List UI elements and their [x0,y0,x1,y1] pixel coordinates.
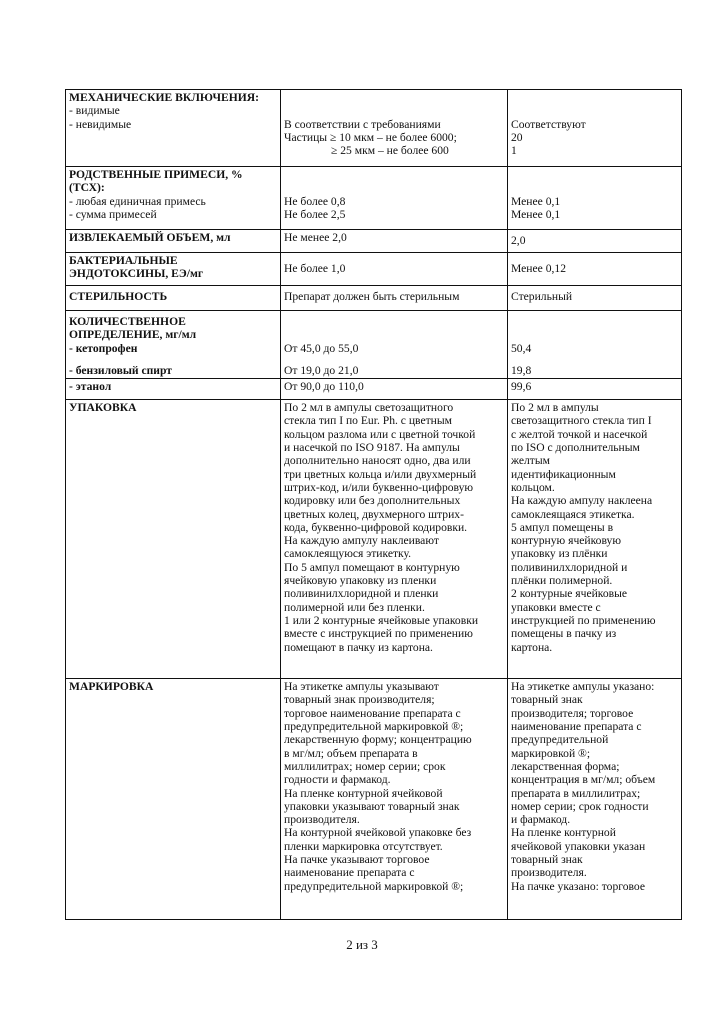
result-cell [508,230,682,253]
norm-cell [281,679,508,920]
norm-line: наименование препарата с [284,866,415,880]
norm-line: пленки маркировка отсутствует. [284,839,443,853]
norm-cell [281,90,508,167]
result-line: Менее 0,1 [511,194,561,208]
norm-line: миллилитрах; номер серии; срок [284,759,446,773]
param-title: МЕХАНИЧЕСКИЕ ВКЛЮЧЕНИЯ: [69,91,260,104]
norm-line: предупредительной маркировкой ®; [284,720,464,734]
result-line: 2 контурные ячейковые [511,587,628,601]
result-line: самоклеящаяся этикетка. [511,507,635,521]
norm-line: Не более 2,5 [284,207,346,221]
result-line: маркировкой ®; [511,746,591,760]
result-line: плёнки полимерной. [511,574,613,588]
norm-line: кольцом разлома или с цветной точкой [284,427,476,441]
result-line: наименование препарата с [511,720,642,734]
result-line: желтым [511,454,550,468]
specification-table [65,89,682,920]
param-title: СТЕРИЛЬНОСТЬ [69,290,168,303]
norm-cell [281,379,508,400]
norm-line: 1 или 2 контурные ячейковые упаковки [284,613,479,627]
result-line: и фармакод. [511,813,571,827]
norm-line: По 5 ампул помещают в контурную [284,560,460,574]
result-line: предупредительной [511,733,609,747]
result-line: 5 ампул помещены в [511,520,614,534]
norm-line: производителя. [284,813,360,827]
norm-line: По 2 мл в ампулы светозащитного [284,401,454,415]
result-line: кольцом. [511,480,555,494]
row-mechanical-inclusions [66,90,682,167]
norm-line: кода, буквенно-цифровой кодировки. [284,520,468,534]
row-ethanol [66,379,682,400]
norm-line: три цветных кольца и/или двухмерный [284,467,477,481]
result-line: 20 [511,130,523,144]
result-cell [508,400,682,679]
result-line: производителя; торговое [511,706,634,720]
norm-line: самоклеящуюся этикетку. [284,547,412,561]
result-line: товарный знак [511,693,583,707]
result-line: с желтой точкой и насечкой [511,427,648,441]
result-line: На пленке контурной [511,826,616,840]
norm-line: упаковки указывают товарный знак [284,799,460,813]
norm-line: В соответствии с требованиями [284,117,441,131]
result-line: номер серии; срок годности [511,799,649,813]
norm-line: На пачке указывают торговое [284,853,430,867]
norm-line: На каждую ампулу наклеивают [284,534,439,548]
row-extractable-volume [66,230,682,253]
result-line: 50,4 [511,341,532,355]
result-line: по ISO с дополнительным [511,441,640,455]
row-assay [66,311,682,379]
page-number: 2 из 3 [346,937,378,952]
norm-line: ≥ 25 мкм – не более 600 [331,144,449,158]
norm-line: От 90,0 до 110,0 [284,380,364,394]
result-line: 1 [511,144,517,158]
result-line: лекарственная форма; [511,759,620,773]
param-cell [66,286,281,311]
norm-line: Частицы ≥ 10 мкм – не более 6000; [284,130,457,144]
norm-line: предупредительной маркировкой ®; [284,879,464,893]
result-line: контурную ячейковую [511,534,622,548]
param-title: ИЗВЛЕКАЕМЫЙ ОБЪЕМ, мл [69,231,231,244]
param-cell [66,90,281,167]
result-line: Стерильный [511,290,573,303]
param-title: КОЛИЧЕСТВЕННОЕ ОПРЕДЕЛЕНИЕ, мг/мл [69,315,197,342]
param-item: - невидимые [69,117,132,131]
norm-line: полимерной или без пленки. [284,600,425,614]
row-sterility [66,286,682,311]
result-line: упаковку из плёнки [511,547,608,561]
param-title: БАКТЕРИАЛЬНЫЕ ЭНДОТОКСИНЫ, ЕЭ/мг [69,254,204,281]
norm-line: Препарат должен быть стерильным [284,290,460,303]
result-line: картона. [511,640,553,654]
result-line: На пачке указано: торговое [511,879,646,893]
norm-line: дополнительно наносят одно, два или [284,454,471,468]
result-cell [508,679,682,920]
norm-line: стекла тип I по Eur. Ph. с цветным [284,414,452,428]
row-related-impurities [66,167,682,230]
norm-cell [281,311,508,379]
result-line: На каждую ампулу наклеена [511,494,653,508]
row-labelling [66,679,682,920]
result-cell [508,253,682,286]
row-packaging [66,400,682,679]
result-line: инструкцией по применению [511,613,656,627]
norm-line: поливинилхлоридной и пленки [284,587,439,601]
param-item: - любая единичная примесь [69,194,206,208]
param-item: - сумма примесей [69,207,157,221]
norm-cell [281,286,508,311]
result-line: Менее 0,12 [511,262,566,276]
result-line: 19,8 [511,363,532,377]
result-cell [508,379,682,400]
norm-line: Не более 0,8 [284,194,346,208]
result-line: По 2 мл в ампулы [511,401,599,415]
result-line: ячейковой упаковки указан [511,839,646,853]
param-cell [66,167,281,230]
result-line: Менее 0,1 [511,207,561,221]
result-line: идентификационным [511,467,616,481]
norm-line: От 19,0 до 21,0 [284,363,359,377]
param-cell [66,379,281,400]
norm-line: На этикетке ампулы указывают [284,680,439,694]
norm-line: в мг/мл; объем препарата в [284,746,418,760]
result-cell [508,90,682,167]
labelling-norm-text [284,680,504,893]
result-cell [508,286,682,311]
row-bacterial-endotoxins [66,253,682,286]
param-cell [66,253,281,286]
norm-line: помещают в пачку из картона. [284,640,433,654]
result-line: товарный знак [511,853,583,867]
param-item: - видимые [69,104,120,118]
norm-cell [281,230,508,253]
result-line: концентрация в мг/мл; объем [511,773,656,787]
packaging-result-text [511,401,678,654]
norm-line: Не менее 2,0 [284,231,347,244]
param-cell [66,311,281,379]
labelling-result-text [511,680,678,893]
result-cell [508,167,682,230]
result-line: поливинилхлоридной и [511,560,628,574]
packaging-norm-text [284,401,504,654]
norm-line: ячейковую упаковку из пленки [284,574,437,588]
result-line: помещены в пачку из [511,627,617,641]
param-cell [66,400,281,679]
norm-line: На контурной ячейковой упаковке без [284,826,472,840]
norm-line: От 45,0 до 55,0 [284,341,359,355]
result-line: На этикетке ампулы указано: [511,680,655,694]
norm-cell [281,253,508,286]
norm-line: Не более 1,0 [284,262,346,276]
norm-line: лекарственную форму; концентрацию [284,733,472,747]
norm-cell [281,400,508,679]
param-item: - кетопрофен [69,341,138,355]
norm-line: и насечкой по ISO 9187. На ампулы [284,441,460,455]
norm-line: цветных колец, двухмерного штрих- [284,507,464,521]
result-line: производителя. [511,866,587,880]
result-line: 2,0 [511,234,526,247]
result-line: светозащитного стекла тип I [511,414,652,428]
norm-line: кодировку или без дополнительных [284,494,461,508]
norm-line: вместе с инструкцией по применению [284,627,473,641]
norm-line: торговое наименование препарата с [284,706,461,720]
result-cell [508,311,682,379]
norm-cell [281,167,508,230]
param-cell [66,230,281,253]
result-line: упаковки вместе с [511,600,601,614]
param-item: - бензиловый спирт [69,363,172,377]
norm-line: На пленке контурной ячейковой [284,786,443,800]
norm-line: годности и фармакод. [284,773,391,787]
param-title: УПАКОВКА [69,401,137,415]
norm-line: товарный знак производителя; [284,693,435,707]
param-title: РОДСТВЕННЫЕ ПРИМЕСИ, % (ТСХ): [69,168,243,195]
param-item: - этанол [69,380,112,394]
result-line: 99,6 [511,380,532,394]
result-line: препарата в миллилитрах; [511,786,641,800]
norm-line: штрих-код, и/или буквенно-цифровую [284,480,474,494]
param-cell [66,679,281,920]
param-title: МАРКИРОВКА [69,680,154,694]
result-line: Соответствуют [511,117,586,131]
